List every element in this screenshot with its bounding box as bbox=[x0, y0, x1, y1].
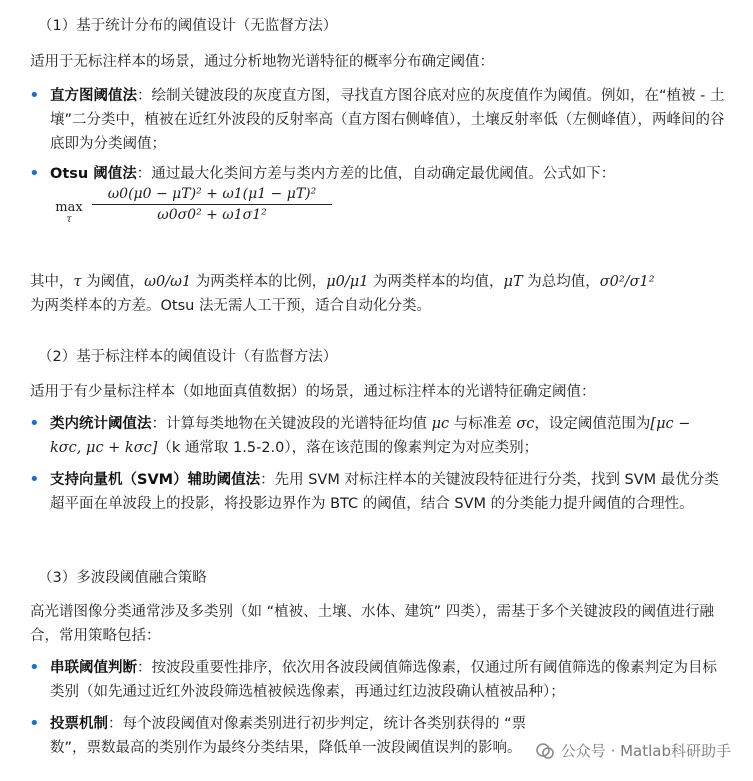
svm-text: ：先用 SVM 对标注样本的关键波段特征进行分类，找到 SVM 最优分类超平面在单波段上的投影，将投影边界作为 BTC 的阈值，结合 SVM 的分类能力提升阈值的合理性。 bbox=[50, 472, 719, 512]
explanation-text: 其中， bbox=[30, 274, 74, 290]
formula-fraction-line bbox=[92, 204, 332, 205]
svm-title: 支持向量机（SVM）辅助阈值法 bbox=[50, 472, 261, 488]
voting-title: 投票机制 bbox=[50, 716, 108, 732]
wechat-icon bbox=[535, 741, 555, 761]
otsu-title: Otsu 阈值法 bbox=[50, 166, 137, 182]
list-item-svm bbox=[50, 468, 725, 516]
explanation-text: 为两类样本的方差。Otsu 法无需人工干预，适合自动化分类。 bbox=[30, 298, 431, 314]
list-item-serial bbox=[50, 656, 725, 704]
list-item-histogram bbox=[50, 84, 725, 156]
section-2-heading: （2）基于标注样本的阈值设计（有监督方法） bbox=[38, 349, 338, 365]
serial-text: ：按波段重要性排序，依次用各波段阈值筛选像素，仅通过所有阈值筛选的像素判定为目标类别（如先通过近红外波段筛选植被候选像素，再通过红边波段确认植被品种）； bbox=[50, 660, 717, 700]
explanation-text: 为两类样本的比例， bbox=[191, 274, 327, 290]
serial-title: 串联阈值判断 bbox=[50, 660, 137, 676]
formula-max: max bbox=[55, 200, 83, 215]
watermark bbox=[535, 740, 731, 761]
formula-denominator: ω0σ0² + ω1σ1² bbox=[157, 207, 267, 223]
histogram-title: 直方图阈值法 bbox=[50, 88, 137, 104]
histogram-text: ：绘制关键波段的灰度直方图，寻找直方图谷底对应的灰度值作为阈值。例如，在“植被 - 土壤”二分类中，植被在近红外波段的反射率高（直方图右侧峰值），土壤反射率低（左侧峰值），两峰间的谷底即为分类阈值； bbox=[50, 88, 725, 152]
list-item-voting bbox=[50, 712, 550, 760]
bullet-dot: • bbox=[29, 469, 40, 490]
section-1-heading: （1）基于统计分布的阈值设计（无监督方法） bbox=[38, 18, 338, 34]
class-stats-text: ：计算每类地物在关键波段的光谱特征均值 bbox=[151, 416, 432, 432]
section-1-intro: 适用于无标注样本的场景，通过分析地物光谱特征的概率分布确定阈值： bbox=[30, 54, 494, 70]
section-3-heading: （3）多波段阈值融合策略 bbox=[38, 570, 207, 586]
omega-symbol: ω0/ω1 bbox=[144, 274, 192, 290]
bullet-dot: • bbox=[29, 657, 40, 678]
bullet-dot: • bbox=[29, 713, 40, 734]
class-stats-title: 类内统计阈值法 bbox=[50, 416, 152, 432]
class-stats-text: 与标准差 bbox=[449, 416, 517, 432]
bullet-dot: • bbox=[29, 85, 40, 106]
mu-symbol: μ0/μ1 bbox=[326, 274, 369, 290]
section-2-intro: 适用于有少量标注样本（如地面真值数据）的场景，通过标注样本的光谱特征确定阈值： bbox=[30, 384, 596, 400]
sigma-c-symbol: σc bbox=[516, 416, 535, 432]
tau-symbol: τ bbox=[73, 274, 82, 290]
threshold-range: [μc − kσc, μc + kσc] bbox=[50, 416, 691, 456]
mu-c-symbol: μc bbox=[431, 416, 450, 432]
explanation-text: 为两类样本的均值， bbox=[368, 274, 504, 290]
voting-text: ：每个波段阈值对像素类别进行初步判定，统计各类别获得的 “票数”，票数最高的类别作为最终分类结果，降低单一波段阈值误判的影响。 bbox=[50, 716, 527, 756]
bullet-dot: • bbox=[29, 413, 40, 434]
otsu-explanation bbox=[30, 270, 730, 318]
list-item-class-stats bbox=[50, 412, 725, 460]
formula-numerator: ω0(μ0 − μT)² + ω1(μ1 − μT)² bbox=[107, 186, 317, 202]
watermark-text: 公众号 · Matlab科研助手 bbox=[560, 742, 731, 760]
otsu-text: ：通过最大化类间方差与类内方差的比值，自动确定最优阈值。公式如下： bbox=[136, 166, 616, 182]
list-item-otsu bbox=[50, 162, 725, 186]
bullet-dot: • bbox=[29, 163, 40, 184]
class-stats-text: （k 通常取 1.5-2.0），落在该范围的像素判定为对应类别； bbox=[157, 440, 539, 456]
section-3-intro: 高光谱图像分类通常涉及多类别（如 “植被、土壤、水体、建筑” 四类），需基于多个关键波段的阈值进行融合，常用策略包括： bbox=[30, 604, 714, 644]
mu-t-symbol: μT bbox=[503, 274, 523, 290]
sigma-symbol: σ0²/σ1² bbox=[599, 274, 655, 290]
formula-sub: τ bbox=[66, 214, 72, 225]
explanation-text: 为阈值， bbox=[81, 274, 145, 290]
explanation-text: 为总均值， bbox=[522, 274, 600, 290]
class-stats-text: ，设定阈值范围为 bbox=[534, 416, 651, 432]
